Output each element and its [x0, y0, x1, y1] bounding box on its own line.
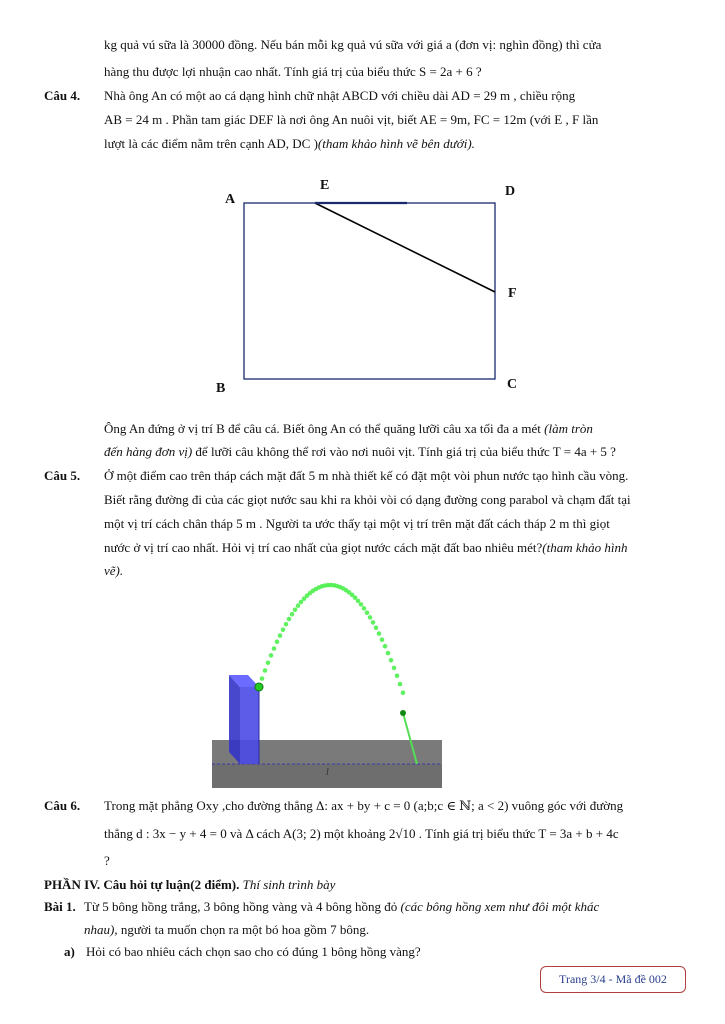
- water-drop: [284, 622, 289, 627]
- nozzle-point: [255, 683, 263, 691]
- water-drop: [278, 633, 283, 638]
- text-segment-italic: (tham khảo hình vẽ bên dưới).: [317, 136, 475, 151]
- text-line: AB = 24 m . Phần tam giác DEF là nơi ông An nuôi vịt, biết AE = 9m, FC = 12m (với E , F lần: [104, 112, 599, 127]
- label-e: E: [320, 178, 330, 193]
- tower-side: [229, 675, 240, 764]
- text-segment-italic: (làm tròn: [540, 421, 593, 436]
- label-a: A: [225, 192, 236, 207]
- water-drop: [392, 666, 397, 671]
- water-drop: [272, 646, 277, 651]
- text-segment: nước ở vị trí cao nhất. Hỏi vị trí cao nhất của giọt nước cách mặt đất bao nhiêu mét?: [104, 540, 543, 555]
- water-drop: [359, 602, 364, 607]
- water-drop: [383, 644, 388, 649]
- text-line: [84, 921, 369, 938]
- water-drop: [281, 627, 286, 632]
- water-drop: [365, 610, 370, 615]
- water-drop: [260, 676, 265, 681]
- text-line: một vị trí cách chân tháp 5 m . Người ta ước thấy tại một vị trí trên mặt đất cách tháp 2 m thì giọt: [104, 516, 610, 531]
- text-line: ?: [104, 853, 110, 868]
- ground-label: l: [326, 767, 329, 778]
- text-segment-italic: đến hàng đơn vị): [104, 444, 193, 459]
- water-drop: [395, 674, 400, 679]
- water-drop: [356, 599, 361, 604]
- text-line-italic: vẽ).: [104, 563, 124, 578]
- water-drop: [398, 682, 403, 687]
- water-parabola: [257, 583, 417, 764]
- text-segment: để lưỡi câu không thể rơi vào nơi nuôi vịt. Tính giá trị của biểu thức T = 4a + 5 ?: [192, 444, 616, 459]
- text-line: Hỏi có bao nhiêu cách chọn sao cho có đúng 1 bông hồng vàng?: [86, 944, 421, 959]
- text-line: kg quả vú sữa là 30000 đồng. Nếu bán mỗi kg quả vú sữa với giá a (đơn vị: nghìn đồng) thì cửa: [104, 37, 602, 52]
- page-number-badge: [540, 966, 686, 993]
- text-segment: lượt là các điểm nằm trên cạnh AD, DC ): [104, 136, 318, 151]
- water-drop: [386, 651, 391, 656]
- text-line: Trong mặt phẳng Oxy ,cho đường thẳng Δ: ax + by + c = 0 (a;b;c ∈ ℕ; a < 2) vuông góc với đường: [104, 798, 624, 813]
- water-drop: [266, 661, 271, 666]
- section-heading: [44, 876, 335, 893]
- text-line: hàng thu được lợi nhuận cao nhất. Tính giá trị của biểu thức S = 2a + 6 ?: [104, 64, 482, 79]
- label-b: B: [216, 381, 226, 396]
- section-heading-bold: PHẦN IV. Câu hỏi tự luận(2 điểm).: [44, 877, 240, 892]
- question-label: Câu 5.: [44, 468, 81, 483]
- drop-point: [400, 710, 406, 716]
- question-label: Câu 4.: [44, 88, 81, 103]
- text-segment: Ông An đứng ở vị trí B để câu cá. Biết ông An có thể quăng lưỡi câu xa tối đa a mét: [104, 421, 541, 436]
- exercise-label: Bài 1.: [44, 899, 76, 914]
- text-line: Biết rằng đường đi của các giọt nước sau khi ra khỏi vòi có dạng đường cong parabol và chạm đất tại: [104, 492, 631, 507]
- water-drop: [296, 603, 301, 608]
- text-segment-italic: (tham khảo hình: [542, 540, 628, 555]
- water-drop: [389, 658, 394, 663]
- label-d: D: [505, 184, 516, 199]
- water-drop: [380, 637, 385, 642]
- water-drop: [362, 606, 367, 611]
- water-drop: [287, 617, 292, 622]
- water-drop: [368, 615, 373, 620]
- text-segment-italic: nhau),: [84, 922, 118, 937]
- water-drop: [290, 612, 295, 617]
- tower-front: [240, 687, 259, 764]
- water-drop: [269, 653, 274, 658]
- water-drop: [374, 626, 379, 631]
- subquestion-label: a): [64, 944, 75, 959]
- text-line: Ở một điểm cao trên tháp cách mặt đất 5 m nhà thiết kế có đặt một vòi phun nước tạo hình cầu vòng.: [104, 468, 629, 483]
- text-segment-italic: (các bông hồng xem như đôi một khác: [400, 899, 600, 914]
- text-line: Nhà ông An có một ao cá dạng hình chữ nhật ABCD với chiều dài AD = 29 m , chiều rộng: [104, 88, 576, 103]
- water-drop: [293, 608, 298, 613]
- water-drop: [377, 631, 382, 636]
- water-drop: [275, 640, 280, 645]
- text-segment: người ta muốn chọn ra một bó hoa gồm 7 bông.: [117, 922, 370, 937]
- label-f: F: [508, 286, 517, 301]
- page-number-label: Trang 3/4 - Mã đề 002: [559, 972, 667, 986]
- text-segment: Từ 5 bông hồng trắng, 3 bông hồng vàng và 4 bông hồng đỏ: [84, 899, 401, 914]
- label-c: C: [507, 377, 518, 392]
- text-line: [84, 898, 599, 915]
- text-line: thẳng d : 3x − y + 4 = 0 và Δ cách A(3; 2) một khoảng 2√10 . Tính giá trị biểu thức T = 3a + b + 4c: [104, 826, 619, 841]
- question-label: Câu 6.: [44, 798, 81, 813]
- section-heading-italic: Thí sinh trình bày: [239, 877, 336, 892]
- water-drop: [371, 620, 376, 625]
- water-drop: [401, 691, 406, 696]
- water-drop: [263, 668, 268, 673]
